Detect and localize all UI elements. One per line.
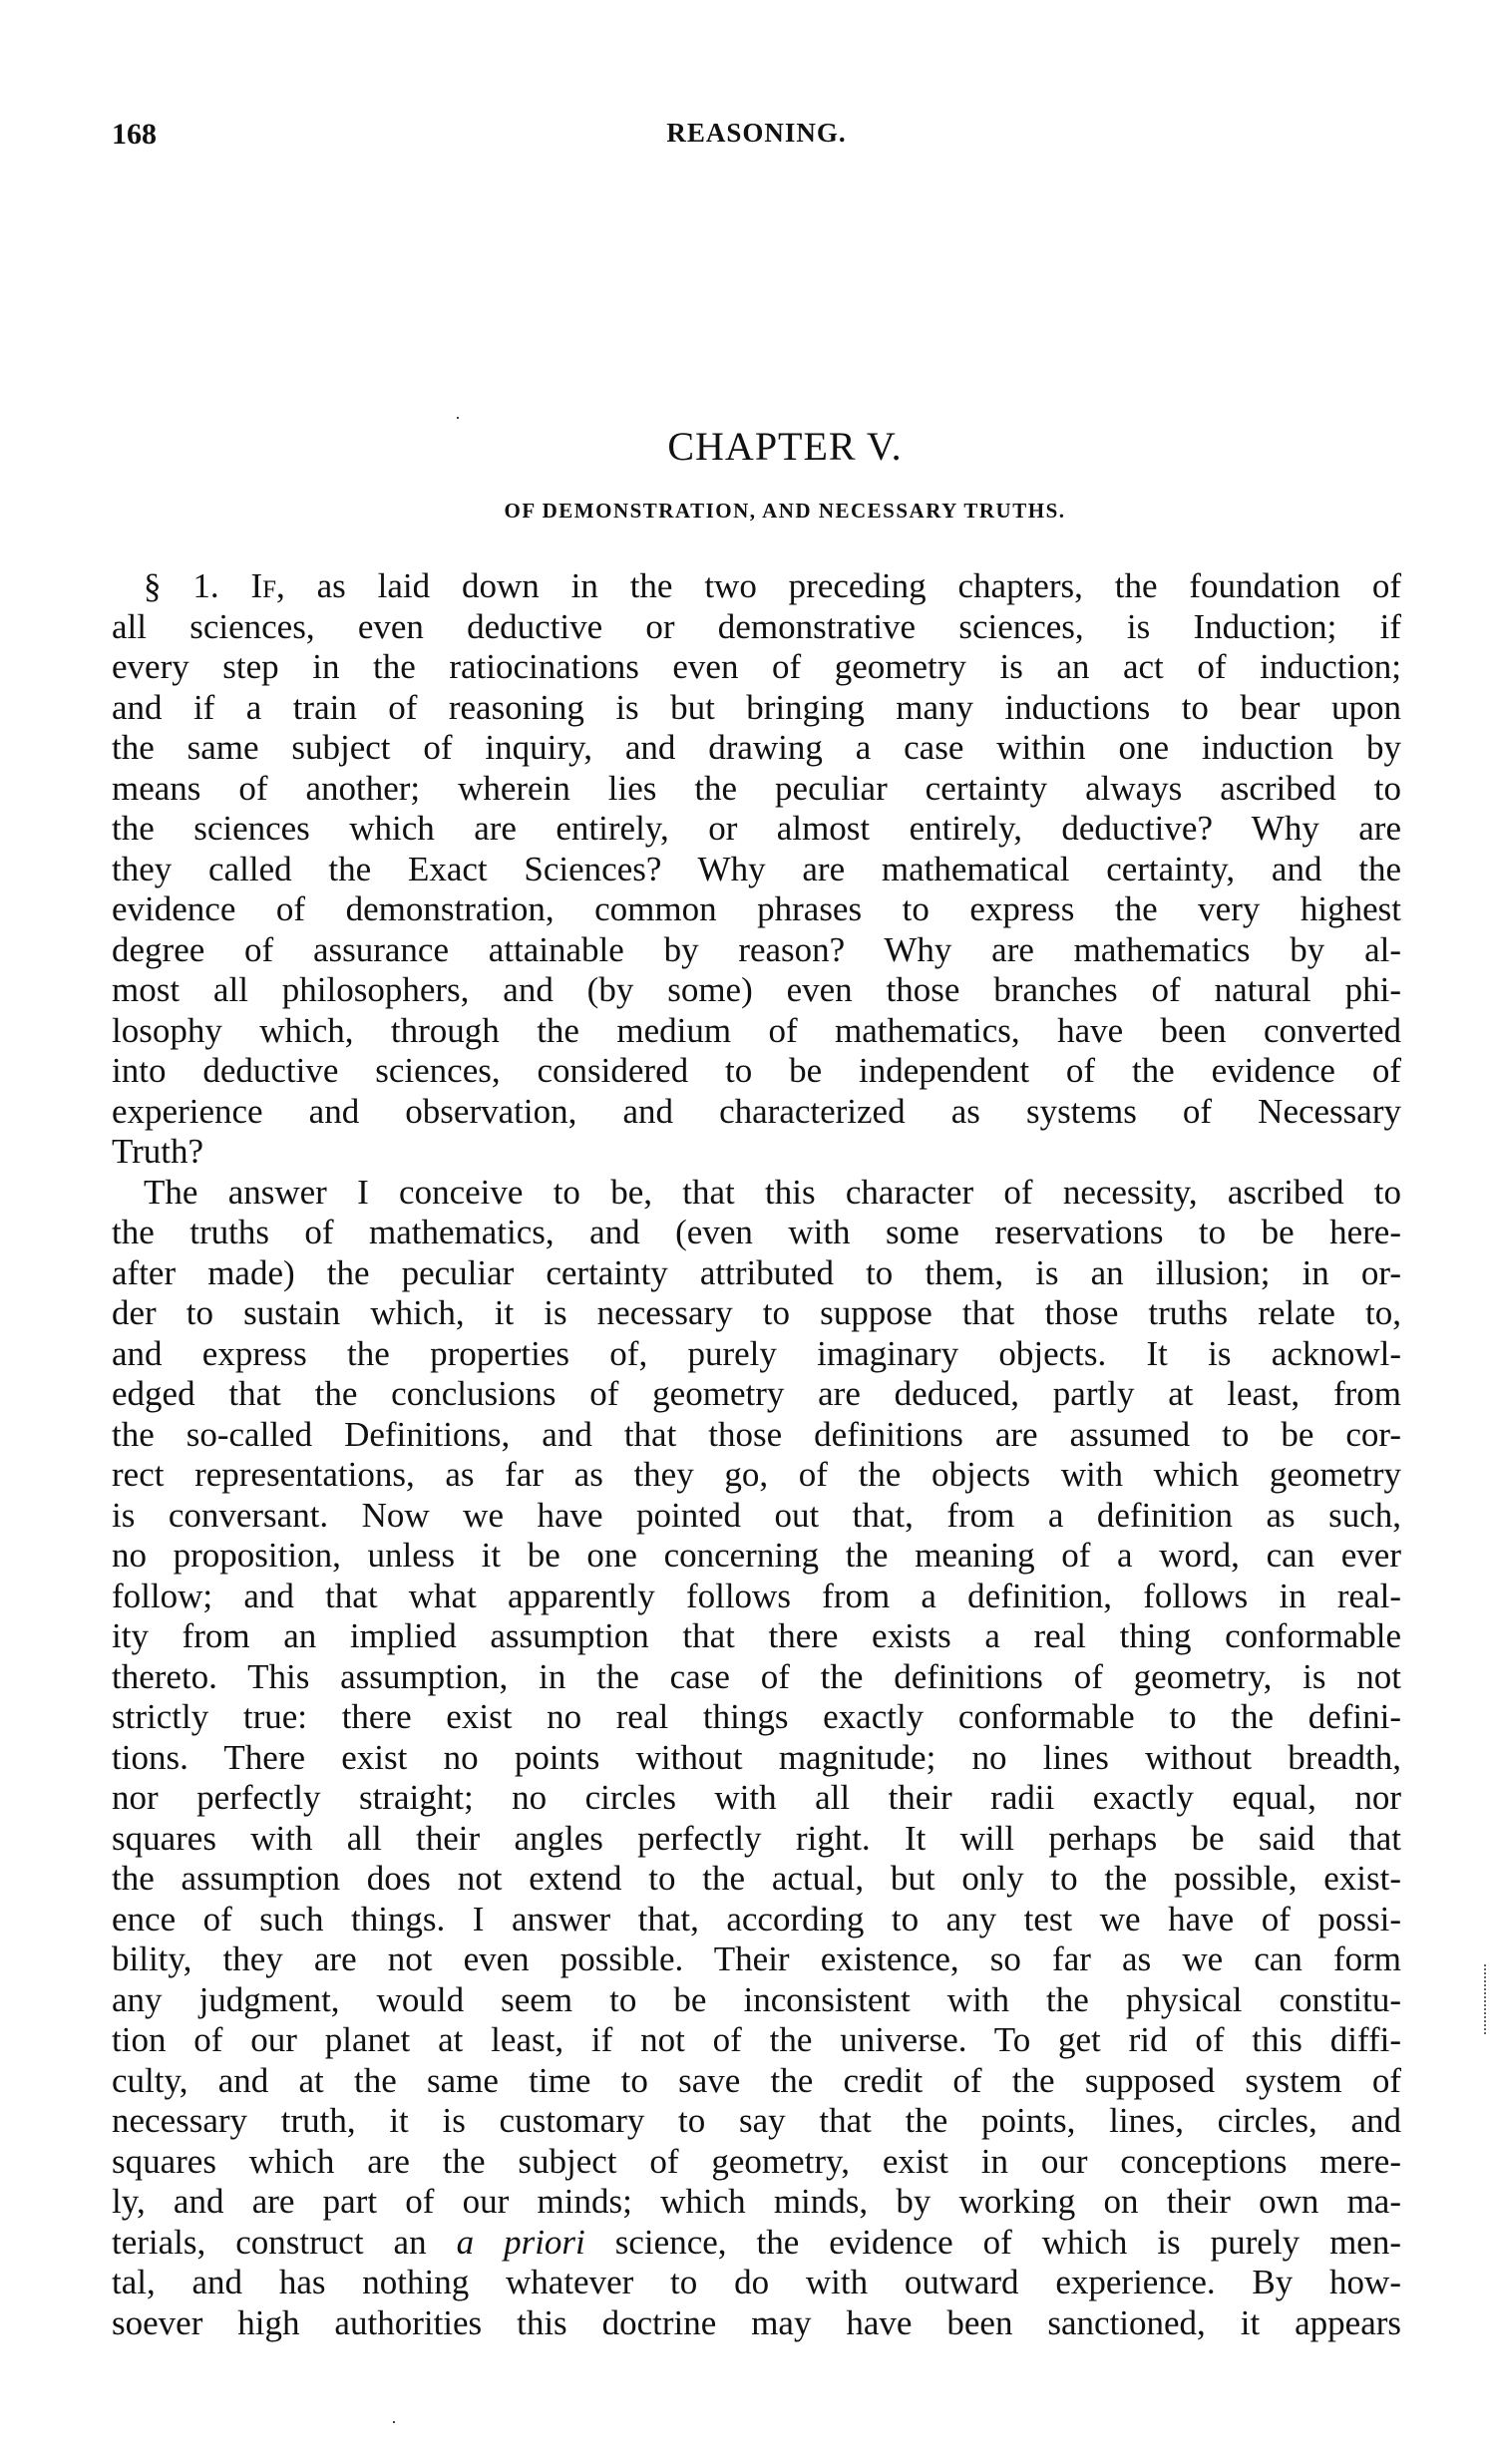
text-line: ly, and are part of our minds; which minds, by working on their own ma- <box>112 2182 1401 2221</box>
italic-phrase: a priori <box>456 2222 585 2262</box>
chapter-title: CHAPTER V. <box>667 424 903 469</box>
text-line: squares which are the subject of geometry, exist in our conceptions mere- <box>112 2141 1401 2181</box>
text-line <box>112 566 1401 607</box>
scan-speck <box>393 2421 395 2423</box>
text-line: the sciences which are entirely, or almost entirely, deductive? Why are <box>112 809 1401 848</box>
text-line: tion of our planet at least, if not of the universe. To get rid of this diffi- <box>112 2020 1401 2059</box>
text-line: losophy which, through the medium of mathematics, have been converted <box>112 1010 1401 1050</box>
text-line: rect representations, as far as they go, of the objects with which geometry <box>112 1455 1401 1494</box>
text-line: der to sustain which, it is necessary to suppose that those truths relate to, <box>112 1293 1401 1332</box>
text-line: Truth? <box>112 1132 204 1171</box>
text-line: is conversant. Now we have pointed out that, from a definition as such, <box>112 1495 1401 1535</box>
section-mark: § 1. <box>144 566 219 605</box>
text-line: soever high authorities this doctrine may have been sanctioned, it appears <box>112 2302 1401 2342</box>
text-line: thereto. This assumption, in the case of the definitions of geometry, is not <box>112 1656 1401 1696</box>
text-line: tions. There exist no points without magnitude; no lines without breadth, <box>112 1737 1401 1777</box>
running-title: REASONING. <box>666 118 847 148</box>
text-line: the truths of mathematics, and (even with some reservations to be here- <box>112 1213 1401 1251</box>
text-line: after made) the peculiar certainty attributed to them, is an illusion; in or- <box>112 1252 1401 1292</box>
text-line: no proposition, unless it be one concerning the meaning of a word, can ever <box>112 1536 1401 1575</box>
text-line: they called the Exact Sciences? Why are mathematical certainty, and the <box>112 849 1401 888</box>
text-line: edged that the conclusions of geometry are deduced, partly at least, from <box>112 1374 1401 1413</box>
lead-word: If, <box>250 566 285 605</box>
text-line: tal, and has nothing whatever to do with outward experience. By how- <box>112 2263 1401 2301</box>
text-line: all sciences, even deductive or demonstrative sciences, is Induction; if <box>112 606 1401 646</box>
margin-marks <box>1484 1964 1488 2034</box>
text-line: experience and observation, and characterized as systems of Necessary <box>112 1091 1401 1131</box>
text-line: ity from an implied assumption that there exists a real thing conformable <box>112 1616 1401 1655</box>
chapter-subtitle: OF DEMONSTRATION, AND NECESSARY TRUTHS. <box>504 499 1066 523</box>
text-line: the so-called Definitions, and that those definitions are assumed to be cor- <box>112 1414 1401 1454</box>
running-head <box>112 118 1401 162</box>
text-line: squares with all their angles perfectly right. It will perhaps be said that <box>112 1818 1401 1858</box>
scan-speck <box>457 417 459 419</box>
text-line: ence of such things. I answer that, according to any test we have of possi- <box>112 1899 1401 1938</box>
text-line: follow; and that what apparently follows from a definition, follows in real- <box>112 1576 1401 1615</box>
line-text: science, the evidence of which is purely men- <box>584 2222 1401 2262</box>
text-line: means of another; wherein lies the peculiar certainty always ascribed to <box>112 768 1401 808</box>
text-line <box>112 2223 1401 2264</box>
text-line: degree of assurance attainable by reason? Why are mathematics by al- <box>112 929 1401 969</box>
text-line: every step in the ratiocinations even of geometry is an act of induction; <box>112 647 1401 686</box>
text-line: necessary truth, it is customary to say that the points, lines, circles, and <box>112 2101 1401 2140</box>
text-line: the same subject of inquiry, and drawing a case within one induction by <box>112 728 1401 767</box>
text-line: any judgment, would seem to be inconsistent with the physical constitu- <box>112 1979 1401 2019</box>
text-line: and express the properties of, purely imaginary objects. It is acknowl- <box>112 1333 1401 1373</box>
text-line: most all philosophers, and (by some) even those branches of natural phi- <box>112 970 1401 1009</box>
text-line: culty, and at the same time to save the credit of the supposed system of <box>112 2060 1401 2100</box>
text-line: The answer I conceive to be, that this character of necessity, ascribed to <box>144 1172 1401 1212</box>
text-line: the assumption does not extend to the actual, but only to the possible, exist- <box>112 1859 1401 1898</box>
line-text: as laid down in the two preceding chapters, the foundation of <box>284 566 1401 605</box>
page-number: 168 <box>112 118 157 151</box>
line-text: terials, construct an <box>112 2222 457 2262</box>
text-line: strictly true: there exist no real things exactly conformable to the defini- <box>112 1697 1401 1736</box>
text-line: nor perfectly straight; no circles with all their radii exactly equal, nor <box>112 1778 1401 1817</box>
body-text <box>112 566 1401 2343</box>
text-line: and if a train of reasoning is but bringing many inductions to bear upon <box>112 687 1401 727</box>
text-line: bility, they are not even possible. Their existence, so far as we can form <box>112 1939 1401 1978</box>
text-line: evidence of demonstration, common phrases to express the very highest <box>112 889 1401 928</box>
text-line: into deductive sciences, considered to be independent of the evidence of <box>112 1051 1401 1090</box>
